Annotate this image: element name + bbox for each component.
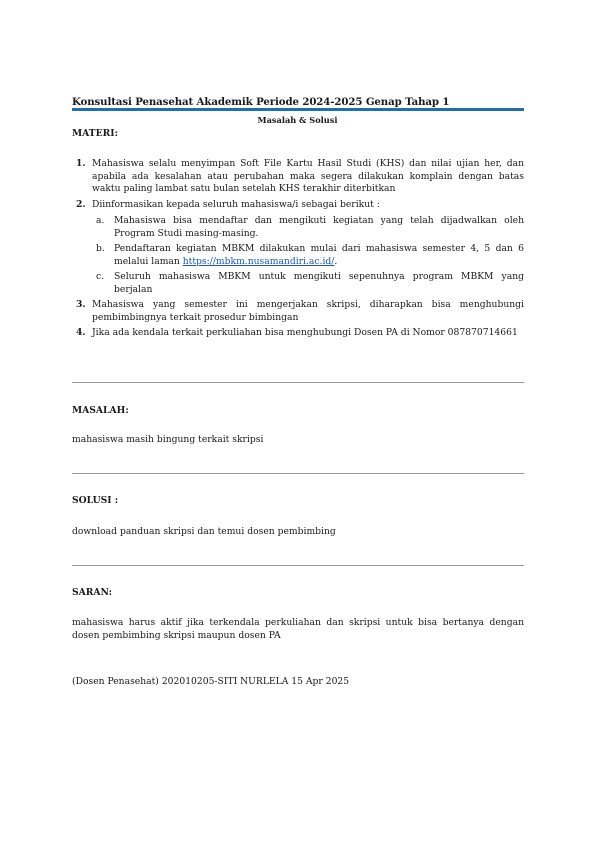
list-item: Jika ada kendala terkait perkuliahan bisa menghubungi Dosen PA di Nomor 087870714661 xyxy=(92,327,518,338)
list-item: Mahasiswa yang semester ini mengerjakan skripsi, diharapkan bisa menghubungi pembimbingnya terkait prosedur bimbingan xyxy=(92,299,524,323)
list-item: Mahasiswa selalu menyimpan Soft File Kartu Hasil Studi (KHS) dan nilai ujian her, dan apabila ada kesalahan atau perubahan maka segera dilakukan komplain dengan batas waktu paling lambat satu bulan setelah KHS terakhir diterbitkan xyxy=(92,158,524,195)
sublist-text-end: . xyxy=(334,255,338,267)
sublist-letter: a. xyxy=(96,215,105,226)
masalah-text: mahasiswa masih bingung terkait skripsi xyxy=(72,434,264,445)
document-title: Konsultasi Penasehat Akademik Periode 2024-2025 Genap Tahap 1 xyxy=(72,96,450,108)
sublist-item: Mahasiswa bisa mendaftar dan mengikuti kegiatan yang telah dijadwalkan oleh Program Studi masing-masing. xyxy=(114,215,524,239)
divider xyxy=(72,565,524,566)
list-number: 2. xyxy=(76,199,86,210)
sublist-letter: b. xyxy=(96,243,105,254)
solusi-text: download panduan skripsi dan temui dosen pembimbing xyxy=(72,526,336,537)
document-subtitle: Masalah & Solusi xyxy=(257,115,338,125)
list-number: 1. xyxy=(76,158,86,169)
solusi-heading: SOLUSI : xyxy=(72,495,119,506)
title-underline xyxy=(72,108,524,111)
list-number: 4. xyxy=(76,327,86,338)
mbkm-link[interactable]: https://mbkm.nusamandiri.ac.id/ xyxy=(182,255,335,267)
sublist-text: Pendaftaran kegiatan MBKM dilakukan mulai dari mahasiswa semester 4, 5 dan 6 melalui laman xyxy=(114,243,524,267)
signature: (Dosen Penasehat) 202010205-SITI NURLELA 15 Apr 2025 xyxy=(72,676,350,687)
sublist-item xyxy=(114,243,524,268)
divider xyxy=(72,473,524,474)
list-item: Diinformasikan kepada seluruh mahasiswa/i sebagai berikut : xyxy=(92,199,380,210)
masalah-heading: MASALAH: xyxy=(72,405,129,416)
saran-heading: SARAN: xyxy=(72,587,112,598)
materi-heading: MATERI: xyxy=(72,128,118,139)
sublist-item: Seluruh mahasiswa MBKM untuk mengikuti sepenuhnya program MBKM yang berjalan xyxy=(114,271,524,295)
saran-text: mahasiswa harus aktif jika terkendala perkuliahan dan skripsi untuk bisa bertanya dengan dosen pembimbing skripsi maupun dosen PA xyxy=(72,617,524,641)
divider xyxy=(72,382,524,383)
list-number: 3. xyxy=(76,299,86,310)
sublist-letter: c. xyxy=(96,271,105,282)
